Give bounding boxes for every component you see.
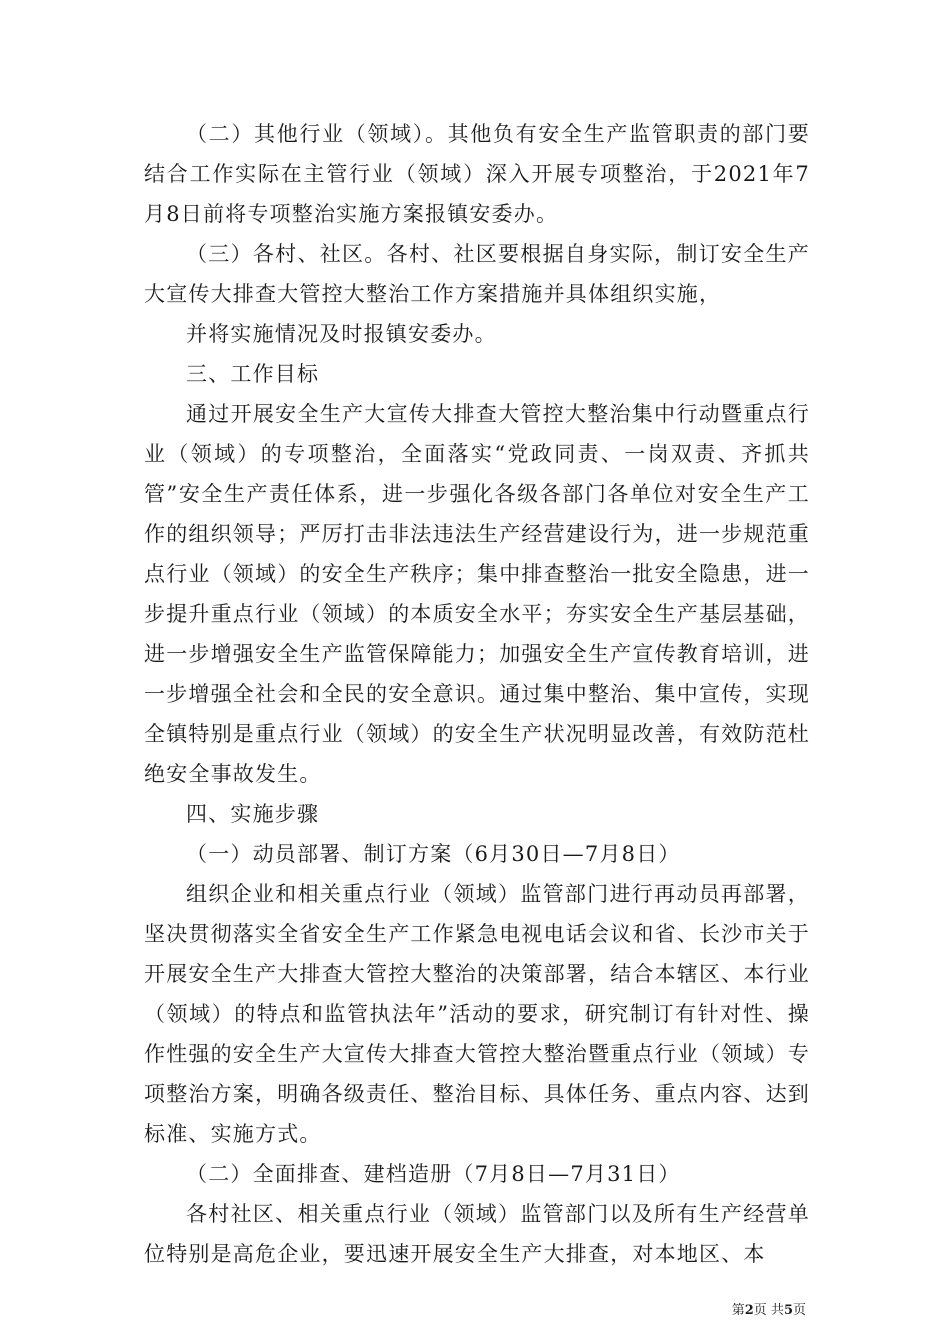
footer-suffix: 页 xyxy=(792,1303,806,1318)
heading-implementation-steps: 四、实施步骤 xyxy=(186,802,320,826)
footer-middle: 页 共 xyxy=(753,1303,784,1318)
paragraph-report-status: 并将实施情况及时报镇安委办。 xyxy=(186,322,497,346)
paragraph-mobilization: 组织企业和相关重点行业（领域）监管部门进行再动员再部署，坚决贯彻落实全省安全生产工作紧急电视电话会议和省、长沙市关于开展安全生产大排查大管控大整治的决策部署，结合本辖区、本行业（领域）的特点和监管执法年”活动的要求，研究制订有针对性、操作性强的安全生产大宣传大排查大管控大整治暨重点行业（领域）专项整治方案，明确各级责任、整治目标、具体任务、重点内容、达到标准、实施方式。 xyxy=(144,882,810,1146)
subheading-inspection: （二）全面排查、建档造册（7月8日—7月31日） xyxy=(186,1162,681,1186)
total-page-number: 5 xyxy=(783,1303,793,1318)
paragraph-other-industries: （二）其他行业（领域）。其他负有安全生产监管职责的部门要结合工作实际在主管行业（领域）深入开展专项整治，于2021年7月8日前将专项整治实施方案报镇安委办。 xyxy=(144,122,810,226)
page-number-footer xyxy=(732,1302,806,1320)
heading-work-goals: 三、工作目标 xyxy=(186,362,320,386)
paragraph-work-goals: 通过开展安全生产大宣传大排查大管控大整治集中行动暨重点行业（领域）的专项整治，全面落实“党政同责、一岗双责、齐抓共管”安全生产责任体系，进一步强化各级各部门各单位对安全生产工作的组织领导；严厉打击非法违法生产经营建设行为，进一步规范重点行业（领域）的安全生产秩序；集中排查整治一批安全隐患，进一步提升重点行业（领域）的本质安全水平；夯实安全生产基层基础，进一步增强安全生产监管保障能力；加强安全生产宣传教育培训，进一步增强全社会和全民的安全意识。通过集中整治、集中宣传，实现全镇特别是重点行业（领域）的安全生产状况明显改善，有效防范杜绝安全事故发生。 xyxy=(144,402,810,786)
document-body xyxy=(144,114,810,1274)
subheading-mobilization: （一）动员部署、制订方案（6月30日—7月8日） xyxy=(186,842,681,866)
footer-prefix: 第 xyxy=(731,1303,745,1318)
current-page-number: 2 xyxy=(744,1303,754,1318)
paragraph-inspection: 各村社区、相关重点行业（领域）监管部门以及所有生产经营单位特别是高危企业，要迅速开展安全生产大排查，对本地区、本 xyxy=(144,1202,810,1266)
paragraph-villages-communities: （三）各村、社区。各村、社区要根据自身实际，制订安全生产大宣传大排查大管控大整治工作方案措施并具体组织实施， xyxy=(144,242,810,306)
